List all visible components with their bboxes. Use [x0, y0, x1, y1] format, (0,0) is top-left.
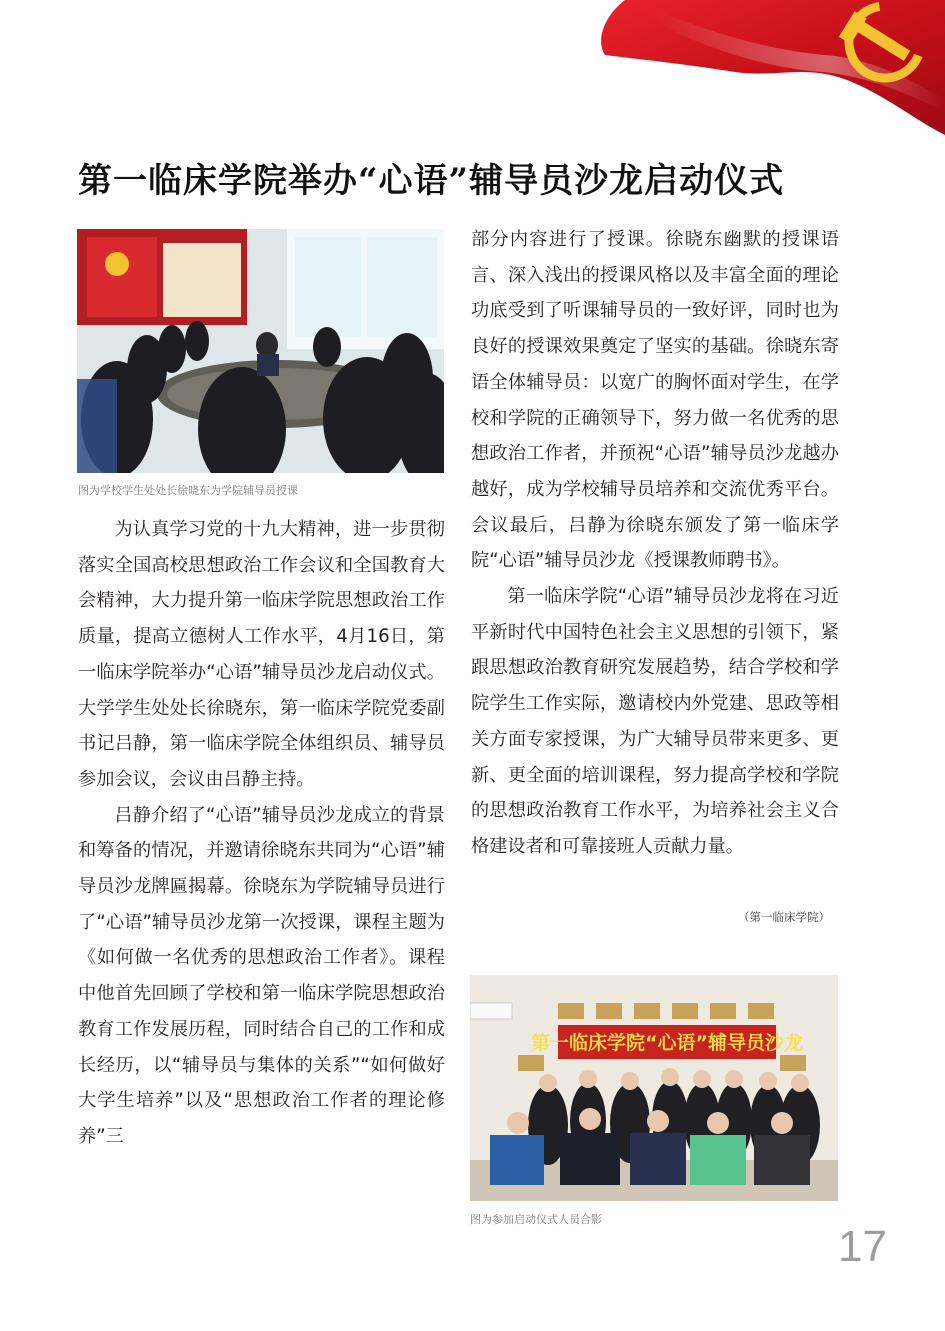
party-flag-icon — [585, 0, 945, 150]
group-photo — [470, 975, 838, 1201]
paragraph-outlook: 第一临床学院“心语”辅导员沙龙将在习近平新时代中国特色社会主义思想的引领下，紧跟思想政治教育研究发展趋势，结合学校和学院学生工作实际，邀请校内外党建、思政等相关方面专家授课，为广大辅导员带来更多、更新、更全面的培训课程，努力提高学校和学院的思想政治教育工作水平，为培养社会主义合格建设者和可靠接班人贡献力量。 — [471, 586, 839, 857]
group-photo-banner: 第一临床学院“心语”辅导员沙龙 — [531, 1032, 803, 1054]
page-number: 17 — [838, 1222, 887, 1271]
left-column — [78, 512, 445, 1155]
group-photo-caption: 图为参加启动仪式人员合影 — [470, 1213, 602, 1226]
article-title: 第一临床学院举办“心语”辅导员沙龙启动仪式 — [78, 161, 785, 201]
byline: （第一临床学院） — [738, 910, 830, 924]
right-column — [471, 222, 839, 865]
paragraph-lecture: 吕静介绍了“心语”辅导员沙龙成立的背景和筹备的情况，并邀请徐晓东共同为“心语”辅导员沙龙牌匾揭幕。徐晓东为学院辅导员进行了“心语”辅导员沙龙第一次授课，课程主题为《如何做一名优秀的思想政治工作者》。课程中他首先回顾了学校和第一临床学院思想政治教育工作发展历程，同时结合自己的工作和成长经历，以“辅导员与集体的关系”“如何做好大学生培养”以及“思想政治工作者的理论修养”三 — [78, 804, 445, 1147]
paragraph-intro: 为认真学习党的十九大精神，进一步贯彻落实全国高校思想政治工作会议和全国教育大会精神，大力提升第一临床学院思想政治工作质量，提高立德树人工作水平，4月16日，第一临床学院举办“心语”辅导员沙龙启动仪式。大学学生处处长徐晓东，第一临床学院党委副书记吕静，第一临床学院全体组织员、辅导员参加会议，会议由吕静主持。 — [78, 519, 445, 790]
lecture-photo — [77, 229, 444, 473]
paragraph-lecture-continued: 部分内容进行了授课。徐晓东幽默的授课语言、深入浅出的授课风格以及丰富全面的理论功底受到了听课辅导员的一致好评，同时也为良好的授课效果奠定了坚实的基础。徐晓东寄语全体辅导员：以宽广的胸怀面对学生，在学校和学院的正确领导下，努力做一名优秀的思想政治工作者，并预祝“心语”辅导员沙龙越办越好，成为学校辅导员培养和交流优秀平台。会议最后，吕静为徐晓东颁发了第一临床学院“心语”辅导员沙龙《授课教师聘书》。 — [471, 229, 839, 572]
lecture-photo-caption: 图为学校学生处处长徐晓东为学院辅导员授课 — [78, 484, 298, 497]
